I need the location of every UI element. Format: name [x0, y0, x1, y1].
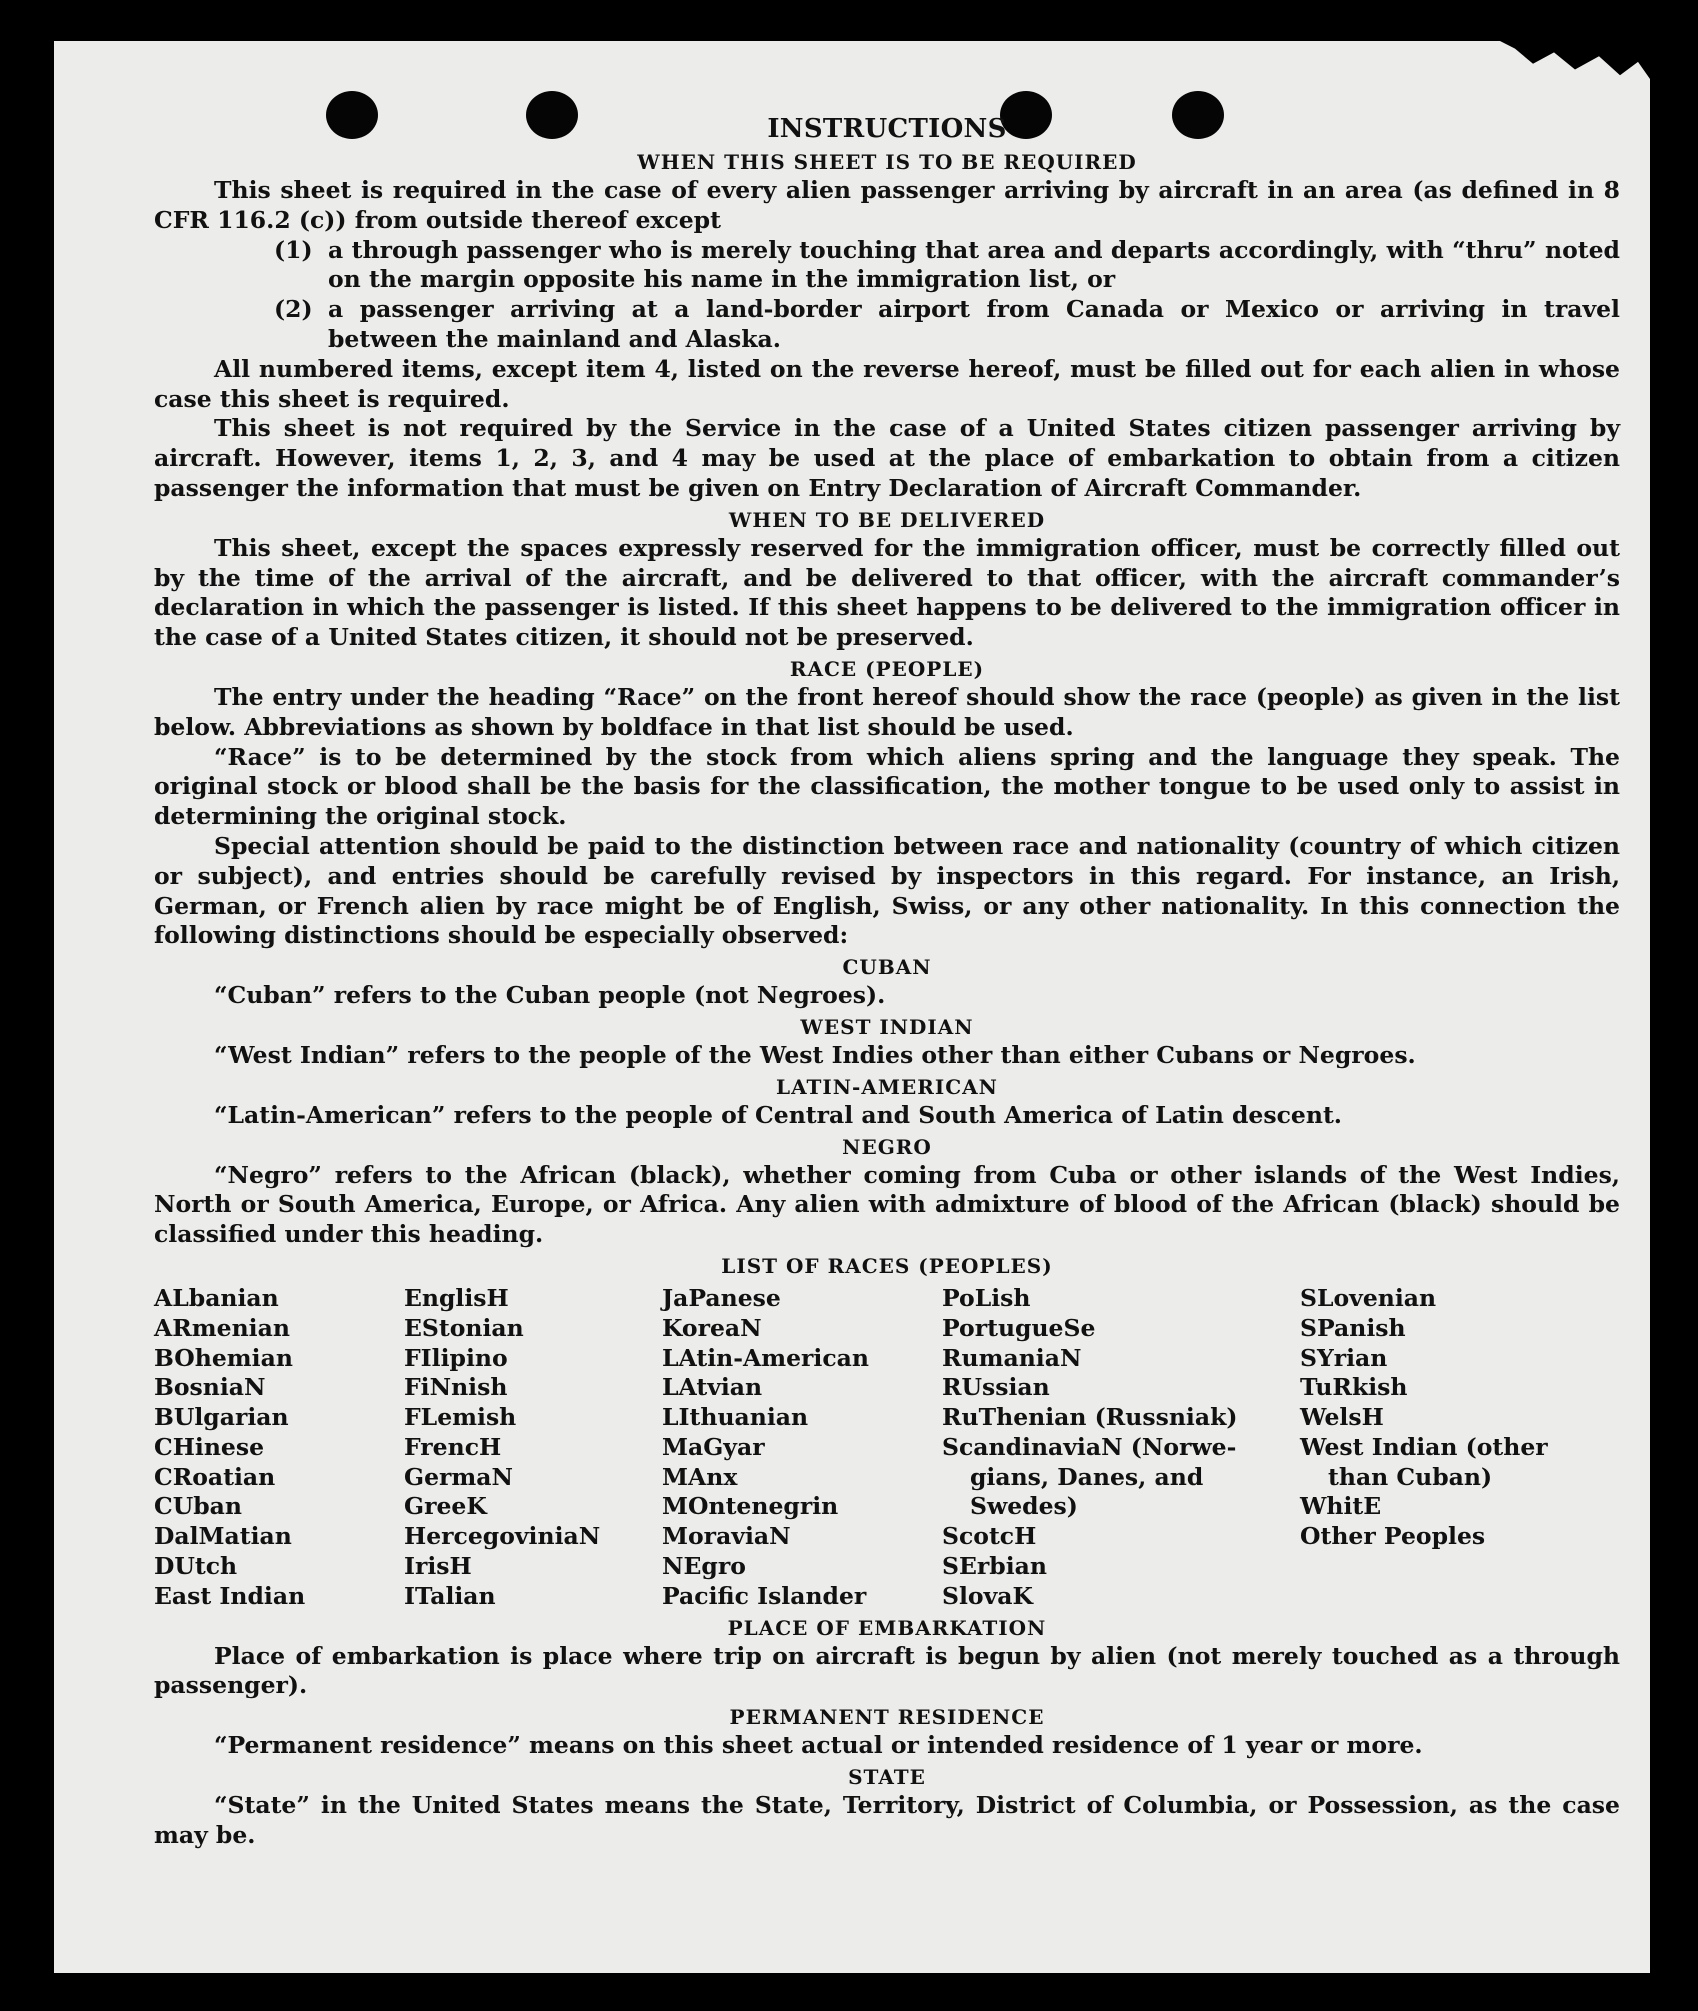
race-item: FrencH: [404, 1432, 502, 1461]
race-item: NEgro: [662, 1552, 746, 1581]
race-item: FLemish: [404, 1403, 517, 1432]
race-item: CHinese: [154, 1432, 265, 1461]
race-list: [154, 1284, 1620, 1612]
race-item: WelsH: [1300, 1403, 1384, 1432]
race-item: GermaN: [404, 1462, 513, 1491]
race-item: GreeK: [404, 1492, 487, 1521]
paragraph: “Latin-American” refers to the people of Central and South America of Latin descent.: [214, 1100, 1342, 1129]
section-heading: LATIN-AMERICAN: [776, 1074, 998, 1099]
item-text: a passenger arriving at a land-border airport from Canada or Mexico or arriving in travel between the mainland and Alaska.: [328, 295, 1620, 353]
paragraph: “Cuban” refers to the Cuban people (not Negroes).: [214, 981, 886, 1010]
section-heading: RACE (PEOPLE): [789, 656, 985, 681]
race-item: MaGyar: [662, 1432, 765, 1461]
paragraph: Place of embarkation is place where trip on aircraft is begun by alien (not merely touched as a through passenger).: [154, 1641, 1620, 1700]
race-item: FiNnish: [404, 1373, 508, 1402]
race-item: JaPanese: [662, 1283, 781, 1312]
race-item: BosniaN: [154, 1373, 266, 1402]
item-text: a through passenger who is merely touching that area and departs accordingly, with “thru” noted on the margin opposite his name in the immigration list, or: [328, 235, 1620, 294]
paragraph: “Race” is to be determined by the stock from which aliens spring and the language they speak. The original stock or blood shall be the basis for the classification, the mother tongue to be used only to assist in determining the original stock.: [154, 742, 1620, 831]
paragraph: “State” in the United States means the State, Territory, District of Columbia, or Possession, as the case may be.: [154, 1791, 1620, 1849]
list-item: [154, 295, 1620, 355]
paragraph: All numbered items, except item 4, listed on the reverse hereof, must be filled out for each alien in whose case this sheet is required.: [154, 354, 1620, 413]
race-item: ALbanian: [154, 1283, 279, 1312]
race-item: RumaniaN: [942, 1343, 1082, 1372]
race-item: IrisH: [404, 1552, 472, 1581]
item-number: (2): [274, 295, 313, 324]
race-item: EnglisH: [404, 1283, 509, 1312]
item-number: (1): [274, 235, 313, 264]
paragraph: This sheet, except the spaces expressly reserved for the immigration officer, must be correctly filled out by the time of the arrival of the aircraft, and be delivered to that officer, with the aircraft commander’s declaration in which the passenger is listed. If this sheet happens to be delivered to the immigration officer in the case of a United States citizen, it should not be preserved.: [154, 533, 1620, 652]
race-item: East Indian: [154, 1581, 306, 1610]
paragraph: This sheet is not required by the Service in the case of a United States citizen passenger arriving by aircraft. However, items 1, 2, 3, and 4 may be used at the place of embarkation to obtain from a citizen passenger the information that must be given on Entry Declaration of Aircraft Commander.: [154, 414, 1620, 502]
race-item: DUtch: [154, 1552, 238, 1581]
race-item: DalMatian: [154, 1522, 292, 1551]
section-heading: WHEN THIS SHEET IS TO BE REQUIRED: [637, 150, 1137, 174]
race-item: LAtin-American: [662, 1343, 869, 1372]
race-item: ScotcH: [942, 1522, 1037, 1551]
paragraph: Special attention should be paid to the distinction between race and nationality (country of which citizen or subject), and entries should be carefully revised by inspectors in this regard. For instance, an Irish, German, or French alien by race might be of English, Swiss, or any other nationality. In this connection the following distinctions should be especially observed:: [154, 831, 1620, 950]
race-item: ITalian: [404, 1581, 496, 1610]
paragraph: “West Indian” refers to the people of the West Indies other than either Cubans or Negroes.: [214, 1040, 1416, 1069]
race-item: KoreaN: [662, 1313, 762, 1342]
torn-corner: [1500, 41, 1650, 79]
race-column: [154, 1284, 404, 1612]
race-item: MOntenegrin: [662, 1492, 839, 1521]
section-heading: PERMANENT RESIDENCE: [729, 1705, 1045, 1730]
section-heading: NEGRO: [842, 1134, 932, 1159]
race-item: Other Peoples: [1300, 1522, 1486, 1551]
race-item: SErbian: [942, 1552, 1047, 1581]
race-item: Pacific Islander: [662, 1581, 867, 1610]
race-item: SYrian: [1300, 1343, 1388, 1372]
race-item: WhitE: [1300, 1492, 1382, 1521]
race-item: MAnx: [662, 1462, 738, 1491]
race-item: PortugueSe: [942, 1313, 1096, 1342]
section-heading: WHEN TO BE DELIVERED: [728, 507, 1046, 532]
race-item: BOhemian: [154, 1343, 293, 1372]
race-item: PoLish: [942, 1283, 1031, 1312]
race-item: MoraviaN: [662, 1522, 791, 1551]
section-heading: LIST OF RACES (PEOPLES): [721, 1253, 1053, 1278]
race-item: ScandinaviaN (Norwe-: [942, 1432, 1237, 1461]
race-item: EStonian: [404, 1313, 524, 1342]
paragraph: The entry under the heading “Race” on the front hereof should show the race (people) as given in the list below. Abbreviations as shown by boldface in that list should be used.: [154, 682, 1620, 741]
page-title: INSTRUCTIONS: [767, 114, 1007, 144]
instructions-body: [154, 112, 1620, 1851]
race-item: gians, Danes, and: [970, 1462, 1204, 1491]
race-column: [1300, 1284, 1620, 1612]
race-item: ARmenian: [154, 1313, 290, 1342]
section-heading: PLACE OF EMBARKATION: [727, 1615, 1047, 1640]
list-item: [154, 236, 1620, 296]
race-item: HercegoviniaN: [404, 1522, 601, 1551]
race-item: FIlipino: [404, 1343, 508, 1372]
section-heading: WEST INDIAN: [800, 1014, 974, 1039]
race-item: LIthuanian: [662, 1403, 809, 1432]
race-item: LAtvian: [662, 1373, 763, 1402]
race-column: [942, 1284, 1300, 1612]
race-item: than Cuban): [1328, 1462, 1493, 1491]
race-item: CRoatian: [154, 1462, 276, 1491]
race-item: RUssian: [942, 1373, 1050, 1402]
race-column: [404, 1284, 662, 1612]
race-item: SlovaK: [942, 1581, 1033, 1610]
section-heading: STATE: [848, 1765, 926, 1790]
paragraph: “Negro” refers to the African (black), whether coming from Cuba or other islands of the West Indies, North or South America, Europe, or Africa. Any alien with admixture of blood of the African (black) should be classified under this heading.: [154, 1160, 1620, 1249]
section-heading: CUBAN: [842, 955, 932, 980]
race-item: CUban: [154, 1492, 242, 1521]
paragraph: “Permanent residence” means on this sheet actual or intended residence of 1 year or more.: [214, 1731, 1423, 1760]
race-item: SPanish: [1300, 1313, 1406, 1342]
race-item: TuRkish: [1300, 1373, 1408, 1402]
document-sheet: [54, 41, 1650, 1973]
race-item: BUlgarian: [154, 1403, 289, 1432]
race-item: RuThenian (Russniak): [942, 1403, 1238, 1432]
race-item: Swedes): [970, 1492, 1078, 1521]
race-column: [662, 1284, 942, 1612]
paragraph: This sheet is required in the case of every alien passenger arriving by aircraft in an area (as defined in 8 CFR 116.2 (c)) from outside thereof except: [154, 176, 1620, 234]
race-item: SLovenian: [1300, 1283, 1437, 1312]
race-item: West Indian (other: [1300, 1432, 1548, 1461]
